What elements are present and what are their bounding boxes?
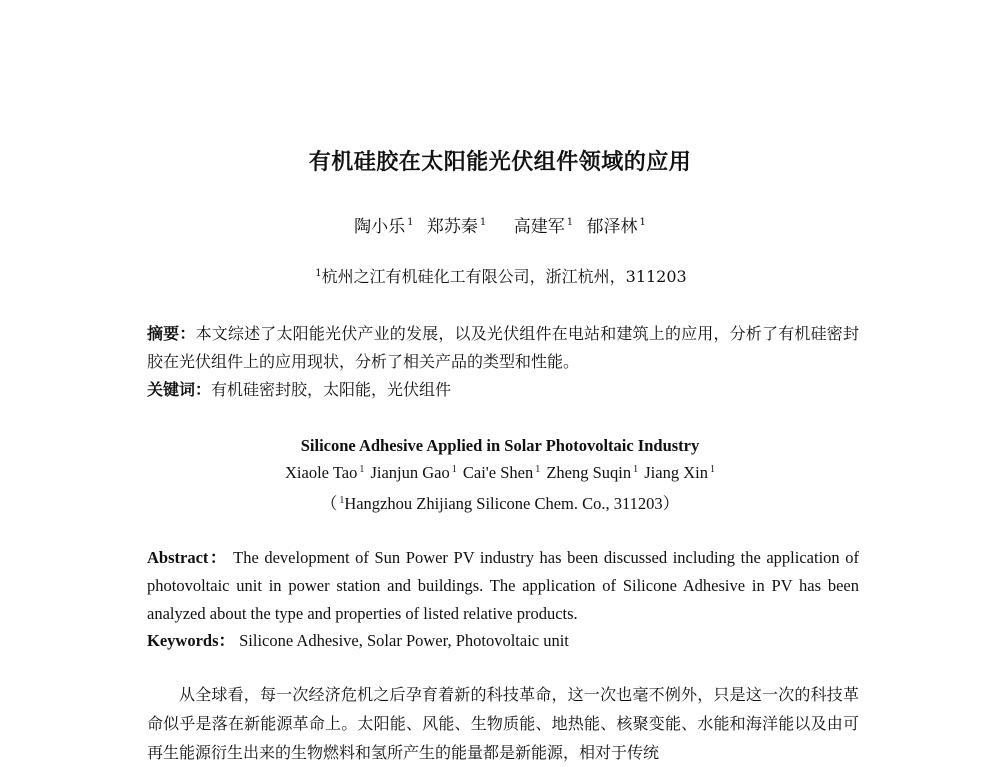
author-list-cn xyxy=(0,212,1000,237)
abstract-en xyxy=(147,544,859,628)
body-paragraph: 从全球看，每一次经济危机之后孕育着新的科技革命，这一次也毫不例外，只是这一次的科技革命似乎是落在新能源革命上。太阳能、风能、生物质能、地热能、核聚变能、水能和海洋能以及由可再生能源衍生出来的生物燃料和氢所产生的能量都是新能源，相对于传统 xyxy=(147,685,859,762)
affiliation-text-cn: 杭州之江有机硅化工有限公司，浙江杭州，311203 xyxy=(321,267,687,286)
affiliation-open-paren: （ xyxy=(320,494,338,513)
abstract-label-en: Abstract： xyxy=(147,548,228,567)
abstract-label-cn: 摘要： xyxy=(147,324,196,343)
author-en xyxy=(463,463,540,482)
keywords-en xyxy=(147,627,859,655)
author-affil-mark: 1 xyxy=(407,217,414,229)
author-affil-mark: 1 xyxy=(566,217,574,229)
paper-title-cn: 有机硅胶在太阳能光伏组件领域的应用 xyxy=(308,150,692,175)
author-affil-mark: 1 xyxy=(451,463,457,475)
author-cn xyxy=(586,217,645,237)
affiliation-en xyxy=(0,490,1000,514)
author-name-cn: 高建军 xyxy=(513,217,565,237)
affiliation-text-en: Hangzhou Zhijiang Silicone Chem. Co., 311203 xyxy=(344,494,663,513)
author-affil-mark: 1 xyxy=(535,463,541,475)
affiliation-close-paren: ） xyxy=(662,494,680,513)
author-cn xyxy=(514,217,573,237)
abstract-cn xyxy=(147,320,859,376)
keywords-cn xyxy=(147,376,859,404)
abstract-text-cn: 本文综述了太阳能光伏产业的发展，以及光伏组件在电站和建筑上的应用，分析了有机硅密封胶在光伏组件上的应用现状，分析了相关产品的类型和性能。 xyxy=(147,324,859,371)
author-en xyxy=(546,463,638,482)
abstract-text-en: The development of Sun Power PV industry has been discussed including the application of photovoltaic unit in power station and buildings. The application of Silicone Adhesive in PV has been analyzed about the type and properties of listed relative products. xyxy=(147,548,859,623)
author-list-en xyxy=(0,463,1000,483)
author-affil-mark: 1 xyxy=(639,217,646,229)
author-name-cn: 郑苏秦 xyxy=(426,217,478,237)
author-name-en: Cai'e Shen xyxy=(462,463,534,482)
author-name-cn: 郁泽林 xyxy=(586,217,638,237)
author-name-en: Jiang Xin xyxy=(644,463,708,482)
author-name-en: Xiaole Tao xyxy=(285,463,358,482)
paper-title-en: Silicone Adhesive Applied in Solar Photovoltaic Industry xyxy=(300,436,700,455)
author-affil-mark: 1 xyxy=(709,463,715,475)
affiliation-mark: 1 xyxy=(339,494,345,506)
author-affil-mark: 1 xyxy=(479,217,487,229)
affiliation-cn xyxy=(0,264,1000,287)
author-name-en: Jianjun Gao xyxy=(370,463,450,482)
author-cn xyxy=(354,217,413,237)
author-name-cn: 陶小乐 xyxy=(354,217,406,237)
keywords-text-en: Silicone Adhesive, Solar Power, Photovoltaic unit xyxy=(239,631,569,650)
keywords-label-en: Keywords： xyxy=(147,631,235,650)
author-en xyxy=(285,463,364,482)
author-cn xyxy=(427,217,486,237)
author-en xyxy=(644,463,715,482)
author-name-en: Zheng Suqin xyxy=(546,463,632,482)
author-affil-mark: 1 xyxy=(359,463,365,475)
keywords-text-cn: 有机硅密封胶，太阳能，光伏组件 xyxy=(211,380,452,399)
keywords-label-cn: 关键词： xyxy=(147,380,212,399)
author-affil-mark: 1 xyxy=(633,463,639,475)
author-en xyxy=(370,463,456,482)
affiliation-mark: 1 xyxy=(315,267,322,279)
